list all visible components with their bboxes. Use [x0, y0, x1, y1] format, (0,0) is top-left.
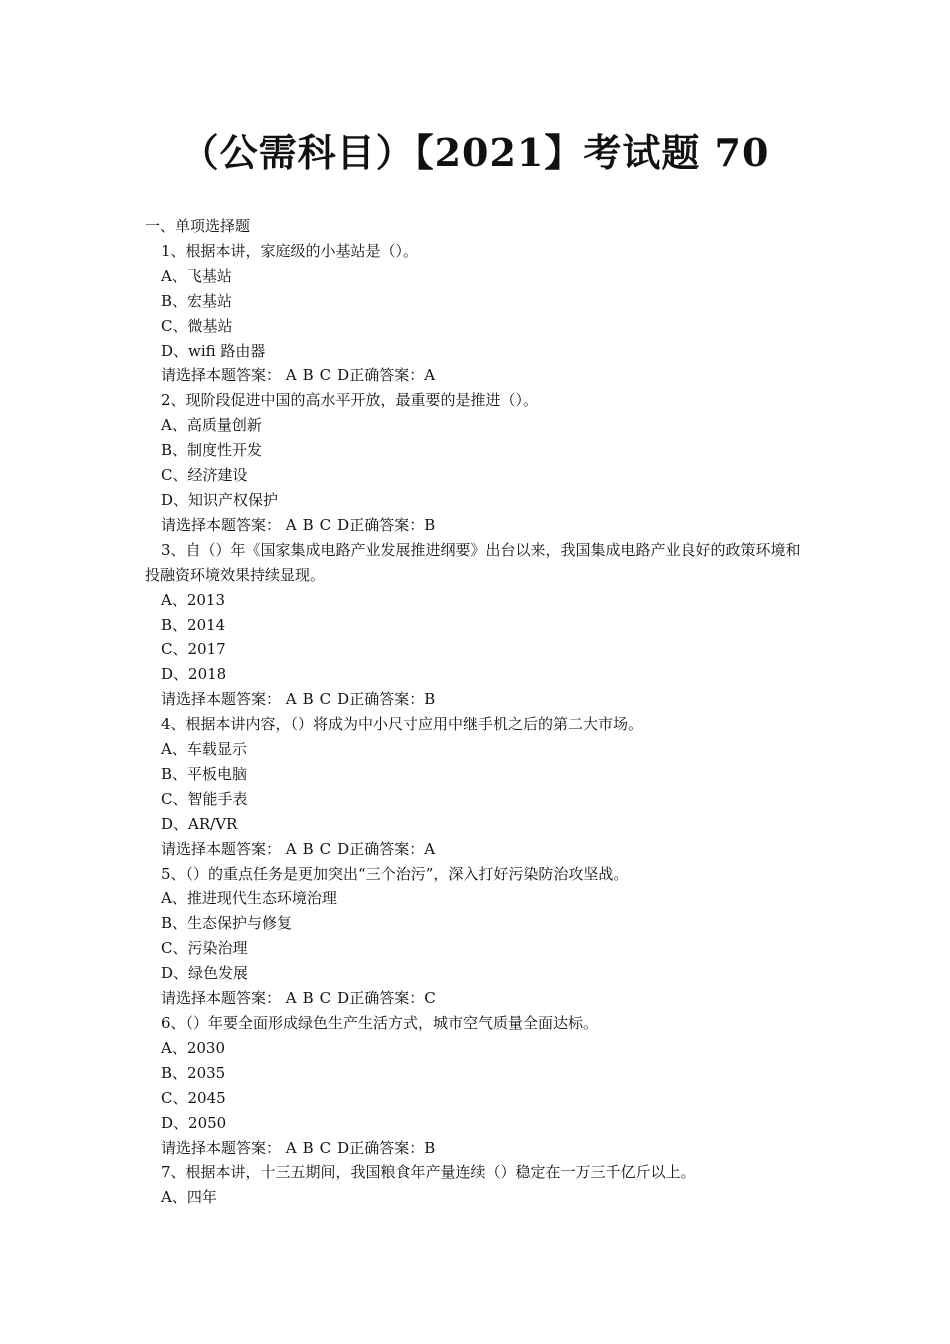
correct-answer: B	[424, 690, 436, 709]
choice-d: D	[337, 366, 350, 385]
choice-b: B	[302, 515, 314, 534]
option-c: C、微基站	[161, 316, 233, 335]
answer-choices	[286, 840, 349, 858]
answer-line	[145, 363, 815, 388]
question-7	[145, 1160, 815, 1210]
choice-a: A	[285, 366, 297, 385]
choice-d: D	[337, 690, 350, 709]
option-a: A、车载显示	[161, 740, 247, 759]
option-d: D、知识产权保护	[161, 490, 279, 509]
answer-prompt: 请选择本题答案：	[161, 839, 282, 858]
option-d: D、绿色发展	[161, 964, 249, 983]
choice-c: C	[319, 515, 332, 534]
answer-prompt: 请选择本题答案：	[161, 989, 282, 1008]
question-6	[145, 1011, 815, 1160]
question-5	[145, 862, 815, 1011]
document-body	[145, 214, 815, 1210]
answer-prompt: 请选择本题答案：	[161, 1138, 282, 1157]
correct-answer: A	[424, 839, 436, 858]
answer-choices	[286, 516, 349, 534]
correct-label: 正确答案：	[349, 690, 425, 709]
correct-label: 正确答案：	[349, 839, 425, 858]
correct-answer: C	[424, 989, 436, 1008]
option-a: A、2030	[161, 1038, 226, 1057]
option-a: A、四年	[161, 1188, 217, 1207]
correct-label: 正确答案：	[349, 989, 425, 1008]
option-b: B、2014	[161, 615, 226, 634]
choice-c: C	[319, 366, 332, 385]
option-c: C、2045	[161, 1088, 226, 1107]
question-4	[145, 712, 815, 861]
answer-line	[145, 687, 815, 712]
correct-answer: B	[424, 1138, 436, 1157]
choice-d: D	[337, 515, 350, 534]
section-header: 一、单项选择题	[145, 217, 251, 235]
choice-d: D	[337, 1138, 350, 1157]
choice-d: D	[337, 989, 350, 1008]
option-a: A、高质量创新	[161, 416, 262, 435]
choice-c: C	[319, 989, 332, 1008]
choice-b: B	[302, 1138, 314, 1157]
question-stem: 6、（）年要全面形成绿色生产生活方式，城市空气质量全面达标。	[161, 1014, 599, 1032]
correct-answer: A	[424, 366, 436, 385]
option-a: A、推进现代生态环境治理	[161, 889, 337, 908]
answer-choices	[286, 989, 349, 1007]
correct-label: 正确答案：	[349, 515, 425, 534]
option-c: C、经济建设	[161, 466, 248, 485]
choice-a: A	[285, 1138, 297, 1157]
answer-line	[145, 1136, 815, 1161]
question-stem: 4、根据本讲内容，（）将成为中小尺寸应用中继手机之后的第二大市场。	[161, 715, 644, 734]
option-b: B、宏基站	[161, 291, 233, 310]
choice-b: B	[302, 989, 314, 1008]
answer-choices	[286, 1139, 349, 1157]
question-stem: 2、现阶段促进中国的高水平开放，最重要的是推进（）。	[161, 391, 539, 410]
option-c: C、污染治理	[161, 939, 248, 958]
answer-line	[145, 986, 815, 1011]
choice-b: B	[302, 690, 314, 709]
answer-line	[145, 513, 815, 538]
option-b: B、2035	[161, 1063, 226, 1082]
choice-b: B	[302, 366, 314, 385]
choice-c: C	[319, 690, 332, 709]
option-d: D、AR/VR	[161, 814, 238, 833]
answer-prompt: 请选择本题答案：	[161, 515, 282, 534]
option-d: D、2050	[161, 1113, 227, 1132]
correct-answer: B	[424, 515, 436, 534]
question-2	[145, 388, 815, 537]
choice-c: C	[319, 839, 332, 858]
question-3	[145, 538, 815, 712]
page-title: （公需科目）【2021】考试题 70	[180, 130, 770, 175]
choice-a: A	[285, 690, 297, 709]
option-b: B、平板电脑	[161, 764, 248, 783]
option-d: D、2018	[161, 665, 227, 684]
answer-prompt: 请选择本题答案：	[161, 366, 282, 385]
option-c: C、2017	[161, 640, 226, 659]
answer-choices	[286, 690, 349, 708]
option-b: B、生态保护与修复	[161, 914, 293, 933]
choice-a: A	[285, 989, 297, 1008]
choice-a: A	[285, 515, 297, 534]
option-d: D、wifi 路由器	[161, 341, 266, 360]
choice-b: B	[302, 839, 314, 858]
choice-c: C	[319, 1138, 332, 1157]
answer-choices	[286, 366, 349, 384]
option-a: A、2013	[161, 590, 226, 609]
answer-line	[145, 837, 815, 862]
answer-prompt: 请选择本题答案：	[161, 690, 282, 709]
choice-d: D	[337, 839, 350, 858]
question-stem: 5、（）的重点任务是更加突出“三个治污”，深入打好污染防治攻坚战。	[161, 864, 629, 883]
correct-label: 正确答案：	[349, 1138, 425, 1157]
option-a: A、飞基站	[161, 266, 232, 285]
option-c: C、智能手表	[161, 789, 248, 808]
question-stem: 7、根据本讲，十三五期间，我国粮食年产量连续（）稳定在一万三千亿斤以上。	[161, 1163, 696, 1182]
question-1	[145, 239, 815, 388]
option-b: B、制度性开发	[161, 441, 263, 460]
question-stem: 3、自（）年《国家集成电路产业发展推进纲要》出台以来，我国集成电路产业良好的政策环境和投融资环境效果持续显现。	[145, 540, 801, 584]
question-stem: 1、根据本讲，家庭级的小基站是（）。	[161, 241, 419, 260]
choice-a: A	[285, 839, 297, 858]
correct-label: 正确答案：	[349, 366, 425, 385]
